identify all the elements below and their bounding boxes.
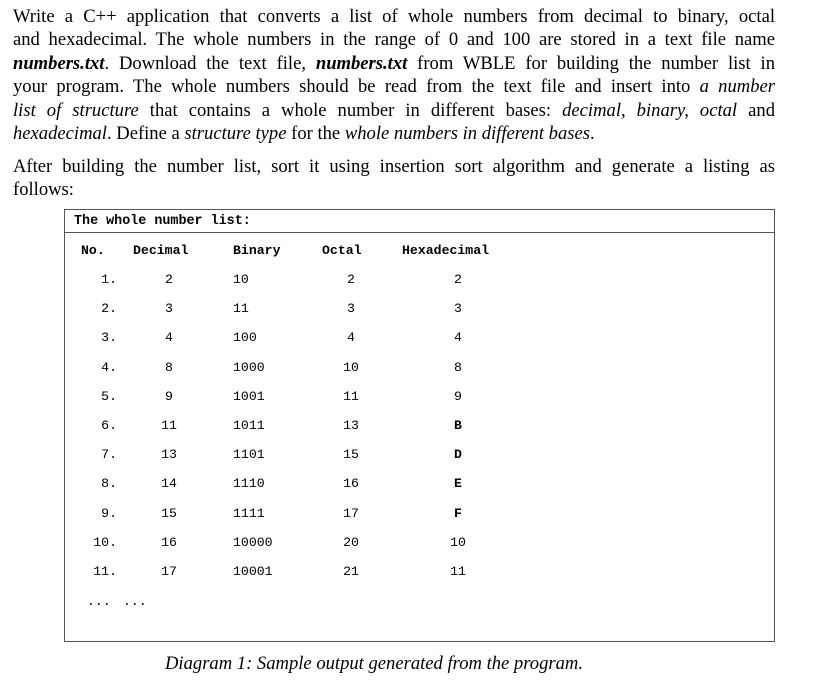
para1-line6-italic3: whole numbers in different bases bbox=[344, 123, 590, 145]
para1-line6 bbox=[13, 122, 775, 145]
row-no-cell: 8. bbox=[101, 476, 117, 492]
row-decimal-cell: 17 bbox=[161, 564, 177, 579]
row-decimal-cell: 15 bbox=[161, 505, 177, 521]
para1-line5-end: and bbox=[737, 99, 775, 121]
row-binary-cell: 10001 bbox=[233, 564, 273, 579]
para1-line6-mid2: for the bbox=[286, 123, 345, 145]
row-octal-cell: 20 bbox=[343, 534, 359, 550]
col-header-no: No. bbox=[81, 243, 105, 258]
row-binary-cell: 1001 bbox=[233, 388, 265, 404]
para1-line3 bbox=[13, 52, 775, 75]
row-octal-cell: 15 bbox=[343, 447, 359, 463]
row-octal-cell: 10 bbox=[343, 359, 359, 375]
para2-line2: follows: bbox=[13, 179, 74, 201]
row-hex-cell: 9 bbox=[454, 388, 462, 404]
row-no-cell: 6. bbox=[101, 418, 117, 433]
row-decimal-cell: 4 bbox=[165, 330, 173, 346]
para1-line5-mid: that contains a whole number in different bases: bbox=[138, 99, 563, 121]
row-octal-cell: 2 bbox=[347, 272, 355, 287]
para1-line6-mid: . Define a bbox=[106, 123, 185, 145]
para1-line4-italic: a number bbox=[699, 76, 775, 98]
listing-paragraph bbox=[13, 155, 775, 202]
col-header-decimal: Decimal bbox=[133, 243, 189, 258]
row-no-cell: 5. bbox=[101, 388, 117, 404]
instructions-paragraph bbox=[13, 5, 775, 145]
para1-line6-end: . bbox=[589, 123, 595, 145]
row-octal-cell: 13 bbox=[343, 418, 359, 433]
para2-line1: After building the number list, sort it using insertion sort algorithm and generate a listing as bbox=[13, 156, 775, 177]
row-hex-cell: F bbox=[454, 505, 462, 521]
para1-line5 bbox=[13, 99, 775, 122]
row-binary-cell: 100 bbox=[233, 330, 257, 346]
row-no-cell: 11. bbox=[93, 564, 117, 579]
row-binary-cell: 10 bbox=[233, 272, 249, 287]
row-binary-cell: 1000 bbox=[233, 359, 265, 375]
row-hex-cell: 10 bbox=[450, 534, 466, 550]
sample-output-box bbox=[64, 209, 775, 642]
row-hex-cell: B bbox=[454, 418, 462, 433]
row-decimal-cell: 3 bbox=[165, 301, 173, 317]
row-no-cell: 7. bbox=[101, 447, 117, 463]
row-octal-cell: 11 bbox=[343, 388, 359, 404]
para1-line1: Write a C++ application that converts a list of whole numbers from decimal to binary, octal bbox=[13, 6, 775, 27]
col-header-octal: Octal bbox=[322, 243, 362, 258]
row-decimal-cell: 13 bbox=[161, 447, 177, 463]
row-binary-cell: 1110 bbox=[233, 476, 265, 492]
col-header-hexadecimal: Hexadecimal bbox=[402, 243, 490, 258]
para1-line5-italic2: decimal, binary, octal bbox=[562, 99, 738, 121]
para1-line6-italic: hexadecimal bbox=[13, 123, 107, 145]
row-binary-cell: 1101 bbox=[233, 447, 265, 463]
row-binary-cell: 1011 bbox=[233, 418, 265, 433]
row-no-cell: 10. bbox=[93, 534, 117, 550]
output-table bbox=[65, 210, 774, 641]
filename-text: numbers.txt bbox=[13, 52, 105, 74]
row-decimal-cell: 14 bbox=[161, 476, 177, 492]
row-no-cell: 3. bbox=[101, 330, 117, 346]
filename-text-2: numbers.txt bbox=[315, 52, 408, 74]
row-octal-cell: 16 bbox=[343, 476, 359, 492]
row-no-cell: 1. bbox=[101, 272, 117, 287]
para1-line6-italic2: structure type bbox=[184, 123, 287, 145]
row-decimal-cell: 2 bbox=[165, 272, 173, 287]
ellipsis-no: ... bbox=[87, 594, 111, 610]
row-no-cell: 2. bbox=[101, 301, 117, 317]
diagram-caption: Diagram 1: Sample output generated from the program. bbox=[165, 653, 583, 674]
ellipsis-decimal: ... bbox=[123, 594, 147, 610]
row-decimal-cell: 11 bbox=[161, 418, 177, 433]
para1-line3-rest: . Download the text file, bbox=[104, 52, 316, 74]
row-binary-cell: 10000 bbox=[233, 534, 273, 550]
para1-line3-end: from WBLE for building the number list in bbox=[407, 52, 775, 74]
para1-line2: and hexadecimal. The whole numbers in the range of 0 and 100 are stored in a text file name bbox=[13, 29, 775, 51]
col-header-binary: Binary bbox=[233, 243, 281, 258]
row-decimal-cell: 8 bbox=[165, 359, 173, 375]
row-no-cell: 4. bbox=[101, 359, 117, 375]
row-octal-cell: 3 bbox=[347, 301, 355, 317]
row-binary-cell: 1111 bbox=[233, 505, 265, 521]
row-decimal-cell: 16 bbox=[161, 534, 177, 550]
para1-line4 bbox=[13, 75, 775, 98]
para1-line5-italic: list of structure bbox=[13, 99, 139, 121]
output-header bbox=[71, 210, 773, 233]
row-hex-cell: E bbox=[454, 476, 462, 492]
row-hex-cell: 3 bbox=[454, 301, 462, 317]
row-hex-cell: 2 bbox=[454, 272, 462, 287]
row-octal-cell: 4 bbox=[347, 330, 355, 346]
row-no-cell: 9. bbox=[101, 505, 117, 521]
row-hex-cell: D bbox=[454, 447, 462, 463]
row-octal-cell: 17 bbox=[343, 505, 359, 521]
row-hex-cell: 11 bbox=[450, 564, 466, 579]
row-octal-cell: 21 bbox=[343, 564, 359, 579]
row-binary-cell: 11 bbox=[233, 301, 249, 317]
para1-line4-start: your program. The whole numbers should be read from the text file and insert into bbox=[13, 76, 700, 98]
row-hex-cell: 8 bbox=[454, 359, 462, 375]
row-hex-cell: 4 bbox=[454, 330, 462, 346]
output-header-text: The whole number list: bbox=[74, 214, 251, 229]
row-decimal-cell: 9 bbox=[165, 388, 173, 404]
